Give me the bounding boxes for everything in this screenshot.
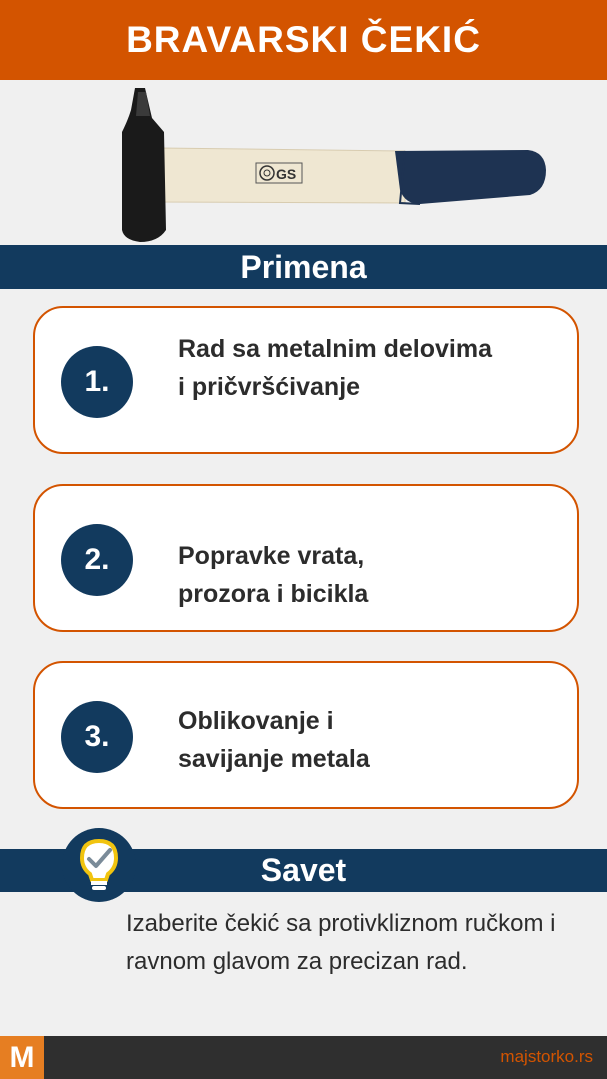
lightbulb-check-icon (62, 828, 136, 902)
section-header-primena (0, 245, 607, 289)
use-text-1: Rad sa metalnim delovima i pričvršćivanje (178, 335, 493, 401)
number-badge-1: 1. (61, 346, 133, 418)
use-card-3 (33, 661, 579, 809)
section-title-primena: Primena (240, 248, 367, 285)
brand-logo: M (0, 1036, 44, 1079)
use-text-2: Popravke vrata, prozora i bicikla (178, 542, 369, 608)
hammer-illustration (0, 80, 607, 245)
hammer-image (0, 80, 607, 245)
section-title-savet: Savet (260, 852, 347, 888)
use-card-2 (33, 484, 579, 632)
number-badge-2: 2. (61, 524, 133, 596)
tip-text: Izaberite čekić sa protivkliznom ručkom i ravnom glavom za precizan rad. (126, 910, 556, 975)
number-badge-3: 3. (61, 701, 133, 773)
header-banner (0, 0, 607, 80)
footer (0, 1036, 607, 1079)
page-title: BRAVARSKI ČEKIĆ (126, 19, 481, 60)
brand-mark: GS (276, 166, 297, 182)
use-text-3: Oblikovanje i savijanje metala (178, 707, 370, 773)
use-card-1 (33, 306, 579, 454)
website-link[interactable]: majstorko.rs (500, 1047, 593, 1066)
